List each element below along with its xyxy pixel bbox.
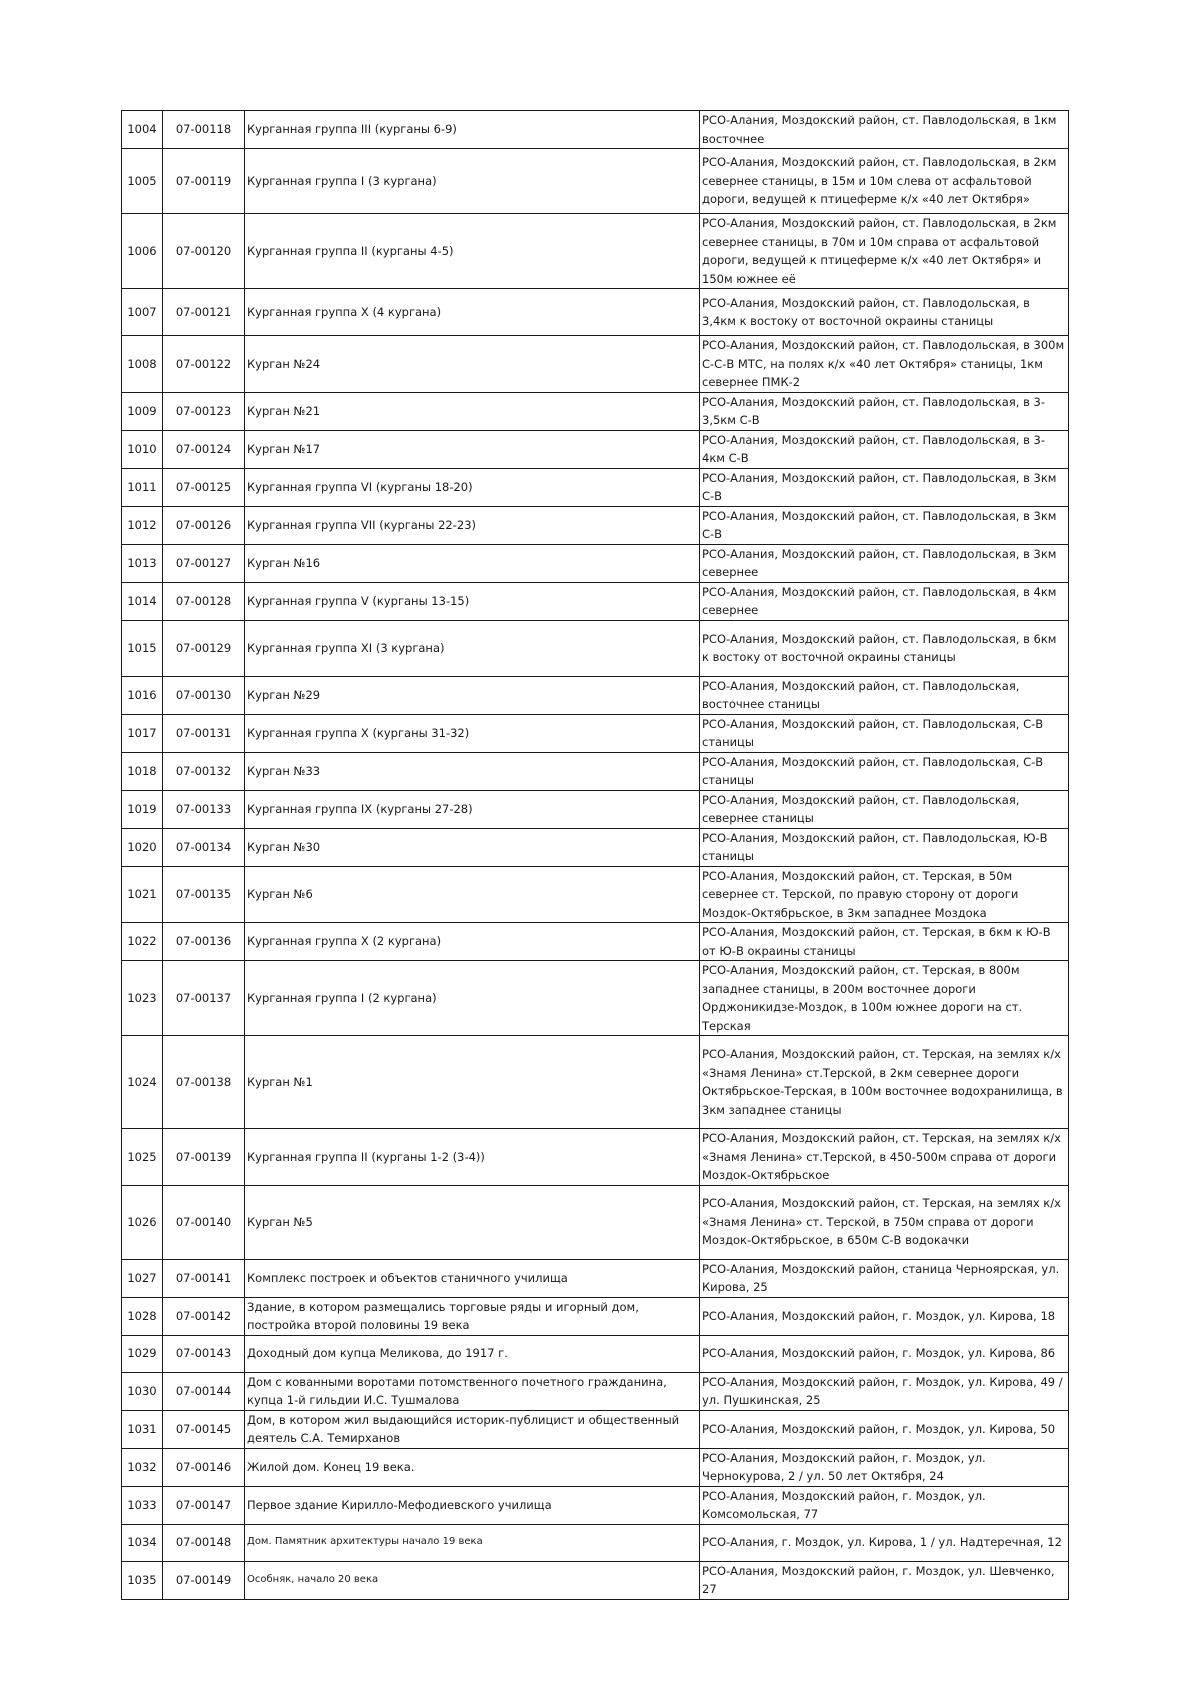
object-name-cell: Курган №17 — [245, 430, 700, 468]
registry-code-cell: 07-00125 — [163, 468, 245, 506]
registry-code-cell: 07-00147 — [163, 1486, 245, 1524]
table-row — [122, 544, 1069, 582]
row-number-cell: 1011 — [122, 468, 163, 506]
address-cell: РСО-Алания, Моздокский район, ст. Павлодольская, в 1км восточнее — [700, 111, 1069, 149]
object-name-cell: Курган №1 — [245, 1036, 700, 1129]
address-cell: РСО-Алания, Моздокский район, ст. Павлодольская, в 3-3,5км С-В — [700, 392, 1069, 430]
row-number-cell: 1025 — [122, 1129, 163, 1186]
object-name-cell: Курганная группа V (курганы 13-15) — [245, 582, 700, 620]
table-row — [122, 676, 1069, 714]
row-number-cell: 1015 — [122, 620, 163, 676]
address-cell: РСО-Алания, г. Моздок, ул. Кирова, 1 / ул. Надтеречная, 12 — [700, 1524, 1069, 1561]
row-number-cell: 1035 — [122, 1561, 163, 1599]
row-number-cell: 1020 — [122, 828, 163, 866]
row-number-cell: 1013 — [122, 544, 163, 582]
registry-code-cell: 07-00135 — [163, 866, 245, 923]
address-cell: РСО-Алания, Моздокский район, ст. Павлодольская, севернее станицы — [700, 790, 1069, 828]
object-name-cell: Курганная группа X (2 кургана) — [245, 923, 700, 961]
registry-code-cell: 07-00144 — [163, 1372, 245, 1410]
row-number-cell: 1021 — [122, 866, 163, 923]
row-number-cell: 1018 — [122, 752, 163, 790]
row-number-cell: 1006 — [122, 214, 163, 289]
row-number-cell: 1009 — [122, 392, 163, 430]
object-name-cell: Жилой дом. Конец 19 века. — [245, 1448, 700, 1486]
object-name-cell: Курганная группа II (курганы 1-2 (3-4)) — [245, 1129, 700, 1186]
row-number-cell: 1031 — [122, 1410, 163, 1448]
address-cell: РСО-Алания, Моздокский район, ст. Павлодольская, в 3,4км к востоку от восточной окраины станицы — [700, 289, 1069, 336]
address-cell: РСО-Алания, Моздокский район, ст. Павлодольская, в 3км С-В — [700, 468, 1069, 506]
object-name-cell: Особняк, начало 20 века — [245, 1561, 700, 1599]
object-name-cell: Дом. Памятник архитектуры начало 19 века — [245, 1524, 700, 1561]
registry-code-cell: 07-00148 — [163, 1524, 245, 1561]
address-cell: РСО-Алания, Моздокский район, ст. Терская, в 6км к Ю-В от Ю-В окраины станицы — [700, 923, 1069, 961]
address-cell: РСО-Алания, Моздокский район, г. Моздок, ул. Кирова, 50 — [700, 1410, 1069, 1448]
object-name-cell: Курганная группа X (4 кургана) — [245, 289, 700, 336]
row-number-cell: 1005 — [122, 149, 163, 214]
table-row — [122, 336, 1069, 393]
row-number-cell: 1008 — [122, 336, 163, 393]
row-number-cell: 1004 — [122, 111, 163, 149]
registry-code-cell: 07-00136 — [163, 923, 245, 961]
table-row — [122, 149, 1069, 214]
table-row — [122, 961, 1069, 1036]
registry-code-cell: 07-00140 — [163, 1185, 245, 1259]
address-cell: РСО-Алания, Моздокский район, ст. Терская, на землях к/х «Знамя Ленина» ст. Терской, в 750м справа от дороги Моздок-Октябрьское, в 650м С-В водокачки — [700, 1185, 1069, 1259]
address-cell: РСО-Алания, Моздокский район, станица Черноярская, ул. Кирова, 25 — [700, 1259, 1069, 1297]
table-row — [122, 1561, 1069, 1599]
table-row — [122, 1486, 1069, 1524]
table-row — [122, 1036, 1069, 1129]
row-number-cell: 1014 — [122, 582, 163, 620]
address-cell: РСО-Алания, Моздокский район, ст. Терская, на землях к/х «Знамя Ленина» ст.Терской, в 450-500м справа от дороги Моздок-Октябрьское — [700, 1129, 1069, 1186]
address-cell: РСО-Алания, Моздокский район, г. Моздок, ул. Кирова, 49 / ул. Пушкинская, 25 — [700, 1372, 1069, 1410]
table-row — [122, 1335, 1069, 1372]
object-name-cell: Доходный дом купца Меликова, до 1917 г. — [245, 1335, 700, 1372]
table-row — [122, 430, 1069, 468]
address-cell: РСО-Алания, Моздокский район, ст. Павлодольская, в 3км С-В — [700, 506, 1069, 544]
address-cell: РСО-Алания, Моздокский район, ст. Терская, в 800м западнее станицы, в 200м восточнее дороги Орджоникидзе-Моздок, в 100м южнее дороги на ст. Терская — [700, 961, 1069, 1036]
row-number-cell: 1016 — [122, 676, 163, 714]
object-name-cell: Курган №6 — [245, 866, 700, 923]
registry-code-cell: 07-00127 — [163, 544, 245, 582]
table-row — [122, 752, 1069, 790]
address-cell: РСО-Алания, Моздокский район, г. Моздок, ул. Шевченко, 27 — [700, 1561, 1069, 1599]
address-cell: РСО-Алания, Моздокский район, г. Моздок, ул. Кирова, 18 — [700, 1297, 1069, 1335]
row-number-cell: 1032 — [122, 1448, 163, 1486]
object-name-cell: Комплекс построек и объектов станичного училища — [245, 1259, 700, 1297]
row-number-cell: 1024 — [122, 1036, 163, 1129]
registry-code-cell: 07-00133 — [163, 790, 245, 828]
object-name-cell: Курганная группа I (3 кургана) — [245, 149, 700, 214]
registry-code-cell: 07-00121 — [163, 289, 245, 336]
registry-code-cell: 07-00128 — [163, 582, 245, 620]
row-number-cell: 1026 — [122, 1185, 163, 1259]
address-cell: РСО-Алания, Моздокский район, ст. Павлодольская, в 300м С-С-В МТС, на полях к/х «40 лет Октября» станицы, 1км севернее ПМК-2 — [700, 336, 1069, 393]
registry-code-cell: 07-00126 — [163, 506, 245, 544]
object-name-cell: Первое здание Кирилло-Мефодиевского училища — [245, 1486, 700, 1524]
registry-code-cell: 07-00119 — [163, 149, 245, 214]
registry-code-cell: 07-00124 — [163, 430, 245, 468]
registry-code-cell: 07-00134 — [163, 828, 245, 866]
registry-code-cell: 07-00149 — [163, 1561, 245, 1599]
registry-code-cell: 07-00146 — [163, 1448, 245, 1486]
row-number-cell: 1033 — [122, 1486, 163, 1524]
table-body — [122, 111, 1069, 1600]
object-name-cell: Курганная группа VI (курганы 18-20) — [245, 468, 700, 506]
registry-code-cell: 07-00123 — [163, 392, 245, 430]
registry-code-cell: 07-00122 — [163, 336, 245, 393]
table-row — [122, 1372, 1069, 1410]
object-name-cell: Дом с кованными воротами потомственного почетного гражданина, купца 1-й гильдии И.С. Тушмалова — [245, 1372, 700, 1410]
registry-code-cell: 07-00118 — [163, 111, 245, 149]
table-row — [122, 289, 1069, 336]
row-number-cell: 1017 — [122, 714, 163, 752]
object-name-cell: Дом, в котором жил выдающийся историк-публицист и общественный деятель С.А. Темирханов — [245, 1410, 700, 1448]
table-row — [122, 620, 1069, 676]
table-row — [122, 1259, 1069, 1297]
row-number-cell: 1023 — [122, 961, 163, 1036]
registry-code-cell: 07-00137 — [163, 961, 245, 1036]
address-cell: РСО-Алания, Моздокский район, ст. Павлодольская, в 3км севернее — [700, 544, 1069, 582]
table-row — [122, 866, 1069, 923]
row-number-cell: 1022 — [122, 923, 163, 961]
object-name-cell: Курган №29 — [245, 676, 700, 714]
address-cell: РСО-Алания, Моздокский район, г. Моздок, ул. Чернокурова, 2 / ул. 50 лет Октября, 24 — [700, 1448, 1069, 1486]
object-name-cell: Курганная группа VII (курганы 22-23) — [245, 506, 700, 544]
table-row — [122, 214, 1069, 289]
object-name-cell: Курган №24 — [245, 336, 700, 393]
table-row — [122, 1297, 1069, 1335]
row-number-cell: 1034 — [122, 1524, 163, 1561]
address-cell: РСО-Алания, Моздокский район, ст. Павлодольская, в 2км севернее станицы, в 70м и 10м справа от асфальтовой дороги, ведущей к птицеферме к/х «40 лет Октября» и 150м южнее её — [700, 214, 1069, 289]
table-row — [122, 923, 1069, 961]
table-row — [122, 1524, 1069, 1561]
object-name-cell: Курганная группа X (курганы 31-32) — [245, 714, 700, 752]
table-row — [122, 1448, 1069, 1486]
table-row — [122, 1410, 1069, 1448]
object-name-cell: Курганная группа IX (курганы 27-28) — [245, 790, 700, 828]
object-name-cell: Курганная группа I (2 кургана) — [245, 961, 700, 1036]
registry-code-cell: 07-00129 — [163, 620, 245, 676]
table-row — [122, 1129, 1069, 1186]
address-cell: РСО-Алания, Моздокский район, ст. Павлодольская, восточнее станицы — [700, 676, 1069, 714]
row-number-cell: 1028 — [122, 1297, 163, 1335]
table-row — [122, 1185, 1069, 1259]
registry-code-cell: 07-00138 — [163, 1036, 245, 1129]
object-name-cell: Курган №33 — [245, 752, 700, 790]
object-name-cell: Курганная группа XI (3 кургана) — [245, 620, 700, 676]
table-row — [122, 714, 1069, 752]
row-number-cell: 1012 — [122, 506, 163, 544]
registry-code-cell: 07-00120 — [163, 214, 245, 289]
address-cell: РСО-Алания, Моздокский район, г. Моздок, ул. Комсомольская, 77 — [700, 1486, 1069, 1524]
registry-code-cell: 07-00143 — [163, 1335, 245, 1372]
monuments-table — [121, 110, 1069, 1600]
address-cell: РСО-Алания, Моздокский район, ст. Павлодольская, в 3-4км С-В — [700, 430, 1069, 468]
address-cell: РСО-Алания, Моздокский район, ст. Павлодольская, Ю-В станицы — [700, 828, 1069, 866]
object-name-cell: Курган №30 — [245, 828, 700, 866]
table-row — [122, 582, 1069, 620]
registry-code-cell: 07-00139 — [163, 1129, 245, 1186]
registry-code-cell: 07-00131 — [163, 714, 245, 752]
registry-code-cell: 07-00145 — [163, 1410, 245, 1448]
object-name-cell: Курган №16 — [245, 544, 700, 582]
object-name-cell: Курган №21 — [245, 392, 700, 430]
row-number-cell: 1010 — [122, 430, 163, 468]
registry-code-cell: 07-00130 — [163, 676, 245, 714]
address-cell: РСО-Алания, Моздокский район, ст. Павлодольская, С-В станицы — [700, 752, 1069, 790]
object-name-cell: Здание, в котором размещались торговые ряды и игорный дом, постройка второй половины 19 века — [245, 1297, 700, 1335]
registry-code-cell: 07-00132 — [163, 752, 245, 790]
address-cell: РСО-Алания, Моздокский район, ст. Павлодольская, в 6км к востоку от восточной окраины станицы — [700, 620, 1069, 676]
registry-code-cell: 07-00141 — [163, 1259, 245, 1297]
address-cell: РСО-Алания, Моздокский район, ст. Терская, в 50м севернее ст. Терской, по правую сторону от дороги Моздок-Октябрьское, в 3км западнее Моздока — [700, 866, 1069, 923]
row-number-cell: 1019 — [122, 790, 163, 828]
row-number-cell: 1030 — [122, 1372, 163, 1410]
table-row — [122, 790, 1069, 828]
object-name-cell: Курганная группа III (курганы 6-9) — [245, 111, 700, 149]
table-row — [122, 111, 1069, 149]
registry-code-cell: 07-00142 — [163, 1297, 245, 1335]
address-cell: РСО-Алания, Моздокский район, ст. Павлодольская, в 4км севернее — [700, 582, 1069, 620]
row-number-cell: 1007 — [122, 289, 163, 336]
address-cell: РСО-Алания, Моздокский район, ст. Павлодольская, С-В станицы — [700, 714, 1069, 752]
row-number-cell: 1029 — [122, 1335, 163, 1372]
address-cell: РСО-Алания, Моздокский район, г. Моздок, ул. Кирова, 86 — [700, 1335, 1069, 1372]
address-cell: РСО-Алания, Моздокский район, ст. Терская, на землях к/х «Знамя Ленина» ст.Терской, в 2км севернее дороги Октябрьское-Терская, в 100м восточнее водохранилища, в 3км западнее станицы — [700, 1036, 1069, 1129]
row-number-cell: 1027 — [122, 1259, 163, 1297]
object-name-cell: Курган №5 — [245, 1185, 700, 1259]
object-name-cell: Курганная группа II (курганы 4-5) — [245, 214, 700, 289]
table-row — [122, 468, 1069, 506]
table-row — [122, 392, 1069, 430]
table-row — [122, 506, 1069, 544]
table-row — [122, 828, 1069, 866]
address-cell: РСО-Алания, Моздокский район, ст. Павлодольская, в 2км севернее станицы, в 15м и 10м слева от асфальтовой дороги, ведущей к птицеферме к/х «40 лет Октября» — [700, 149, 1069, 214]
